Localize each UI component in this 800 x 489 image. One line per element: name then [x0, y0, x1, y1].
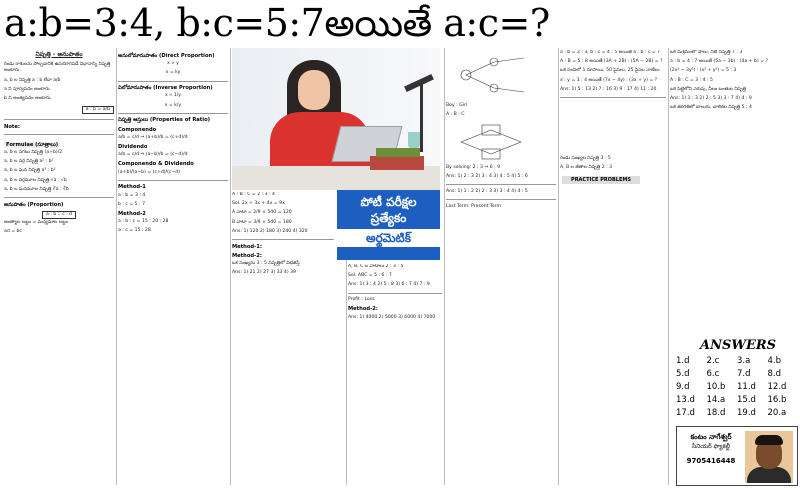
answer-item: 19.d	[737, 408, 756, 418]
answer-line: Ans: 1) 120 2) 180 3) 240 4) 320	[232, 228, 308, 234]
answer-item: 2.c	[706, 356, 720, 366]
text-line: A : B : C	[446, 112, 465, 118]
formula-box: a : b :: c : d	[42, 211, 76, 219]
answer-item: 16.b	[767, 395, 787, 405]
column-examples-1	[232, 192, 334, 485]
formula-item: a, b ల వర్గమూల నిష్పత్తి √a : √b	[4, 177, 67, 183]
divider	[118, 113, 228, 114]
section-heading: నిష్పత్తి ఆస్తులు (Properties of Ratio)	[118, 117, 211, 124]
answer-item: 6.c	[706, 369, 720, 379]
author-role: సీనియర్ ఫ్యాకల్టీ	[691, 443, 731, 450]
section-heading: Componendo & Dividendo	[118, 161, 194, 168]
divider	[446, 199, 556, 200]
text-line: (2x² − 3y²) : (x² + y²) = 5 : 3	[670, 68, 737, 74]
method-heading: Method-2:	[232, 252, 262, 259]
divider	[560, 97, 666, 98]
answer-line: Ans: 1) 1 : 2 2) 2 : 3 3) 3 : 4 4) 4 : 5	[446, 188, 528, 194]
banner-line-3: అర్థమెటిక్	[337, 229, 440, 247]
column-practice-2	[670, 50, 796, 334]
answer-item: 10.b	[706, 382, 726, 392]
answer-item: 18.d	[706, 408, 726, 418]
divider	[118, 81, 228, 82]
answer-item: 8.d	[767, 369, 782, 379]
column-proportion	[118, 50, 228, 485]
text-line: Profit : Loss	[348, 297, 375, 303]
math-line: x = ky	[165, 70, 181, 76]
divider	[4, 134, 114, 135]
answer-item: 4.b	[767, 356, 782, 366]
text-line: A : B = 5 : 8 అయితే (3A + 2B) : (5A − 2B) = ?	[560, 59, 663, 65]
answer-line: Ans: 1) 5 : 13 2) 7 : 16 3) 9 : 17 4) 11 : 20	[560, 86, 657, 92]
text-line: A : B : C = 2 : 3 : 4	[232, 192, 275, 197]
formula-item: a, b ల వర్గ నిష్పత్తి a² : b²	[4, 159, 54, 165]
author-details	[681, 433, 741, 466]
divider	[446, 184, 556, 185]
math-line: x ∝ y	[167, 61, 179, 67]
section-heading: అనులోమానుపాతం (Direct Proportion)	[118, 53, 215, 59]
method-heading: Method-1	[118, 184, 146, 191]
answer-item: 15.d	[737, 395, 756, 405]
divider	[4, 197, 114, 198]
answer-item: 13.d	[676, 395, 695, 405]
text-line: x : y = 3 : 4 అయితే (7x − 4y) : (3x + y) = ?	[560, 77, 658, 83]
column-divider	[668, 48, 669, 485]
answer-item: 5.d	[676, 369, 690, 379]
section-banner	[337, 190, 440, 260]
text-line: a, b ల నిష్పత్తి a : b లేదా a/b	[4, 77, 61, 83]
answer-item: 3.a	[737, 356, 751, 366]
answer-item: 17.d	[676, 408, 695, 418]
answer-line: Ans: 1) 4000 2) 5000 3) 6000 4) 7000	[348, 314, 436, 320]
divider	[348, 293, 442, 294]
ratio-tree-diagram	[446, 122, 546, 162]
column-divider	[558, 48, 559, 485]
text-line: అంత్యాల లబ్ధం = మధ్యమాల లబ్ధం	[4, 220, 68, 226]
text-line: a ని పూర్వపదం అంటారు.	[4, 86, 51, 92]
math-line: a : b : c = 15 : 20 : 28	[118, 219, 169, 225]
section-title: నిష్పత్తి - అనుపాతం	[35, 51, 83, 58]
text-line: Last Term: Present Term	[446, 203, 501, 209]
math-line: a : c = 15 : 28	[118, 228, 151, 234]
answer-item: 9.d	[676, 382, 690, 392]
author-name: కంటం నాగేశ్వర్	[690, 433, 732, 441]
answer-line: Ans: 1) 3 : 4 2) 5 : 8 3) 6 : 7 4) 7 : 9	[348, 282, 430, 288]
text-line: ఒక మిశ్రమంలో పాలు, నీటి నిష్పత్తి 7 : 3	[670, 50, 743, 55]
banner-line-1: పోటీ పరీక్షల	[360, 195, 417, 209]
column-practice	[560, 50, 666, 485]
author-photo	[745, 431, 793, 483]
divider	[232, 239, 334, 240]
text-line: ఒక పెట్టెలోని ఎరుపు, నీలం బంతుల నిష్పత్తి	[670, 86, 747, 92]
column-ratio-basics	[4, 50, 114, 485]
formulae-heading: Formulae (సూత్రాలు)	[6, 141, 59, 148]
text-line: a : b = 2 : 3, b : c = 4 : 5 అయితే a : b : c = ?	[560, 50, 660, 55]
math-line: b : c = 5 : 7	[118, 201, 145, 207]
method-heading: Method-1:	[232, 243, 262, 250]
formula-box: a : b = a/b	[82, 106, 114, 114]
text-line: రెండు రాశులను పోల్చడానికి ఉపయోగపడే విధానాన్ని నిష్పత్తి అంటారు.	[4, 62, 111, 74]
answers-title: ANSWERS	[700, 338, 777, 353]
formula-item: a, b ల సగటు నిష్పత్తి (a+b)/2	[4, 150, 63, 156]
math-line: x ∝ 1/y	[164, 93, 182, 99]
practice-problems-heading: PRACTICE PROBLEMS	[562, 176, 640, 184]
text-line: By solving: 2 : 3 ⇒ 6 : 9	[446, 164, 501, 170]
formula-item: a, b ల ఘనమూల నిష్పత్తి ∛a : ∛b	[4, 186, 69, 192]
answer-item: 11.d	[737, 382, 756, 392]
math-line: x = k/y	[164, 102, 182, 108]
text-line: ఒక తరగతిలో బాలురు, బాలికల నిష్పత్తి 5 : 4	[670, 105, 752, 111]
column-divider	[230, 48, 231, 485]
text-line: b ని అంత్యపదం అంటారు.	[4, 96, 52, 102]
author-box	[676, 426, 798, 486]
math-line: a/b = c/d ⇒ (a−b)/b = (c−d)/d	[118, 152, 188, 158]
ratio-tree-diagram	[446, 50, 546, 100]
page-headline: a:b=3:4, b:c=5:7అయితే a:c=?	[4, 1, 550, 45]
method-heading: Method-2:	[348, 306, 378, 313]
text-line: A : B : C = 3 : 4 : 5	[670, 77, 713, 83]
section-heading: విలోమానుపాతం (Inverse Proportion)	[118, 85, 213, 92]
text-line: ad = bc	[4, 229, 22, 235]
section-heading: Componendo	[118, 126, 157, 133]
text-line: ఒక సంఖ్యను 3 : 5 నిష్పత్తిలో విభజిస్తే	[232, 261, 300, 267]
text-line: A, B ల జీతాల నిష్పత్తి 2 : 3	[560, 164, 613, 170]
student-photo	[232, 48, 440, 190]
text-line: ఒక సంచిలో 1 రూపాయి, 50 పైసలు, 25 పైసల నాణేలు	[560, 68, 660, 74]
proportion-heading: అనుపాతం (Proportion)	[4, 201, 64, 208]
section-heading: Dividendo	[118, 144, 148, 151]
divider	[4, 119, 114, 120]
answer-item: 20.a	[767, 408, 787, 418]
banner-line-2: ప్రత్యేకం	[370, 211, 407, 225]
column-examples-2	[348, 264, 442, 485]
math-line: a/b = c/d ⇒ (a+b)/b = (c+d)/d	[118, 134, 188, 140]
author-phone: 9705416448	[686, 457, 736, 465]
text-line: Sol. 2x + 3x + 4x = 9x	[232, 201, 285, 207]
text-line: రెండు సంఖ్యల నిష్పత్తి 3 : 5	[560, 155, 611, 161]
divider	[118, 180, 228, 181]
answer-line: Ans: 1) 1 : 3 2) 2 : 5 3) 3 : 7 4) 4 : 9	[670, 96, 752, 102]
method-heading: Method-2	[118, 211, 146, 218]
text-line: a : b = 4 : 7 అయితే (5a − 3b) : (4a + b) = ?	[670, 59, 768, 65]
answer-item: 7.d	[737, 369, 751, 379]
column-divider	[116, 48, 117, 485]
text-line: A వాటా = 2/9 × 540 = 120	[232, 210, 292, 216]
answer-line: Ans: 1) 2 : 3 2) 3 : 4 3) 4 : 5 4) 5 : 6	[446, 174, 528, 180]
answer-item: 14.a	[706, 395, 726, 405]
math-line: a : b = 3 : 4	[118, 192, 146, 198]
text-line: Boy : Girl	[446, 103, 468, 109]
column-divider	[444, 48, 445, 485]
note-heading: Note:	[4, 124, 20, 131]
text-line: Sol. ABC = 5 : 6 : 7	[348, 273, 392, 279]
column-examples-3	[446, 50, 556, 485]
text-line: B వాటా = 3/9 × 540 = 180	[232, 219, 292, 225]
math-line: (a+b)/(a−b) = (c+d)/(c−d)	[118, 169, 180, 175]
answer-line: Ans: 1) 21 2) 27 3) 33 4) 39	[232, 270, 296, 276]
answer-item: 1.d	[676, 356, 690, 366]
formula-item: a, b ల ఘన నిష్పత్తి a³ : b³	[4, 168, 56, 174]
answer-item: 12.d	[767, 382, 787, 392]
answers-grid	[676, 356, 798, 419]
text-line: A, B, C ల వాటాలు 2 : 3 : 5	[348, 264, 404, 269]
